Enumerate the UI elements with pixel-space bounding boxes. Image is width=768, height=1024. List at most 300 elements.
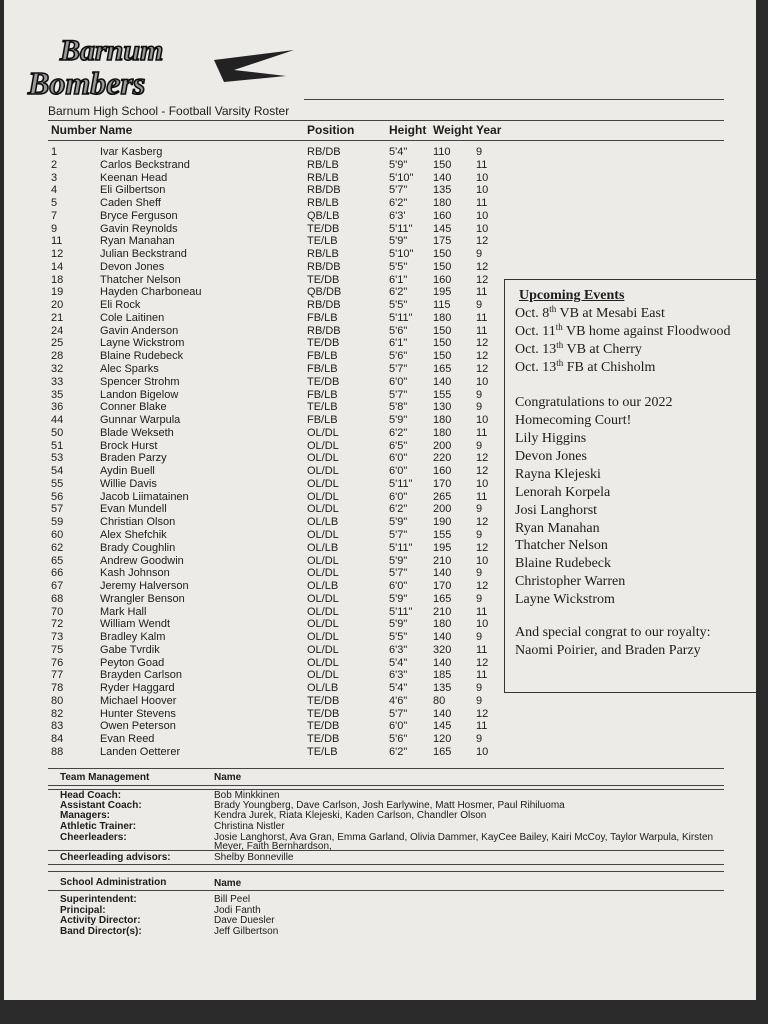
- player-weight: 145: [433, 222, 452, 235]
- admin-role: Band Director(s):: [60, 925, 142, 937]
- player-weight: 135: [433, 184, 452, 197]
- player-name: Jacob Liimatainen: [100, 490, 189, 503]
- header-number-name: Number Name: [51, 123, 133, 137]
- player-position: OL/DL: [307, 643, 339, 656]
- player-weight: 220: [433, 452, 452, 465]
- player-number: 12: [51, 248, 64, 261]
- player-height: 5'7": [389, 363, 408, 376]
- player-year: 12: [476, 235, 489, 248]
- player-number: 59: [51, 516, 64, 529]
- player-weight: 140: [433, 567, 452, 580]
- roster-row: [4, 184, 514, 197]
- player-position: OL/DL: [307, 503, 339, 516]
- event-text: th: [549, 304, 557, 314]
- player-weight: 180: [433, 311, 452, 324]
- player-position: RB/DB: [307, 324, 341, 337]
- player-height: 6'2": [389, 503, 408, 516]
- player-number: 54: [51, 465, 64, 478]
- admin-role: Activity Director:: [60, 915, 141, 926]
- player-number: 28: [51, 350, 64, 363]
- player-year: 10: [476, 222, 489, 235]
- player-position: TE/DB: [307, 733, 340, 746]
- staff-role: Managers:: [60, 810, 111, 821]
- player-number: 65: [51, 554, 64, 567]
- roster-row: [4, 312, 514, 325]
- player-number: 35: [51, 388, 64, 401]
- player-position: TE/DB: [307, 375, 340, 388]
- player-height: 5'10": [389, 171, 414, 184]
- roster-row: [4, 146, 514, 159]
- divider: [48, 864, 724, 865]
- roster-row: [4, 427, 514, 440]
- admin-name: Jeff Gilbertson: [214, 925, 279, 937]
- player-position: OL/DL: [307, 477, 339, 490]
- player-number: 25: [51, 337, 64, 350]
- player-height: 6'3": [389, 669, 408, 682]
- player-name: Caden Sheff: [100, 197, 161, 210]
- advisors-role: Cheerleading advisors:: [60, 852, 171, 863]
- player-year: 11: [476, 605, 488, 618]
- player-year: 10: [476, 184, 489, 197]
- player-position: OL/DL: [307, 426, 339, 439]
- admin-role: Principal:: [60, 904, 106, 916]
- roster-row: [4, 478, 514, 491]
- player-number: 83: [51, 720, 64, 733]
- player-name: Evan Mundell: [100, 503, 167, 516]
- player-weight: 145: [433, 720, 452, 733]
- player-number: 60: [51, 528, 64, 541]
- player-name: Andrew Goodwin: [100, 554, 184, 567]
- player-year: 9: [476, 682, 483, 695]
- roster-row: [4, 555, 514, 568]
- player-position: OL/DL: [307, 605, 339, 618]
- player-name: Eli Rock: [100, 299, 141, 312]
- player-number: 77: [51, 669, 64, 682]
- player-number: 67: [51, 580, 64, 593]
- roster-row: [4, 325, 514, 338]
- header-weight: Weight: [433, 123, 473, 137]
- player-name: Gavin Anderson: [100, 324, 179, 337]
- staff-names: Brady Youngberg, Dave Carlson, Josh Earlywine, Matt Hosmer, Paul Rihiluoma: [214, 800, 565, 811]
- player-weight: 180: [433, 426, 452, 439]
- player-height: 6'3": [389, 643, 408, 656]
- player-weight: 150: [433, 260, 452, 273]
- player-weight: 120: [433, 733, 452, 746]
- player-position: RB/DB: [307, 146, 341, 158]
- player-position: OL/DL: [307, 465, 339, 478]
- player-name: Gunnar Warpula: [100, 414, 181, 427]
- player-number: 18: [51, 273, 64, 286]
- player-number: 5: [51, 197, 58, 210]
- player-year: 12: [476, 260, 489, 273]
- player-position: TE/DB: [307, 707, 340, 720]
- player-number: 75: [51, 643, 64, 656]
- player-number: 82: [51, 707, 64, 720]
- event-item: [515, 306, 665, 322]
- divider: [48, 890, 724, 891]
- divider: [48, 789, 724, 790]
- player-height: 5'11": [389, 541, 413, 554]
- player-weight: 320: [433, 643, 452, 656]
- events-title: Upcoming Events: [519, 288, 625, 303]
- player-name: Kash Johnson: [100, 567, 170, 580]
- roster-row: [4, 235, 514, 248]
- player-height: 5'9": [389, 414, 408, 427]
- admin-name: Bill Peel: [214, 894, 251, 905]
- divider: [48, 120, 724, 121]
- player-year: 11: [476, 311, 488, 324]
- player-weight: 170: [433, 477, 452, 490]
- player-year: 11: [476, 720, 488, 733]
- divider: [48, 871, 724, 872]
- upcoming-events-box: [504, 279, 756, 693]
- player-height: 6'0": [389, 720, 408, 733]
- player-number: 50: [51, 426, 64, 439]
- player-position: OL/DL: [307, 452, 339, 465]
- player-name: Eli Gilbertson: [100, 184, 166, 197]
- roster-row: [4, 567, 514, 580]
- roster-row: [4, 606, 514, 619]
- player-height: 5'7": [389, 528, 408, 541]
- player-weight: 155: [433, 528, 452, 541]
- event-text: th: [556, 340, 564, 350]
- roster-row: [4, 644, 514, 657]
- roster-row: [4, 172, 514, 185]
- player-position: TE/DB: [307, 720, 340, 733]
- svg-text:Barnum: Barnum: [60, 34, 164, 67]
- player-height: 6'2": [389, 286, 408, 299]
- player-weight: 165: [433, 745, 452, 758]
- player-height: 6'2": [389, 197, 408, 210]
- roster-row: [4, 299, 514, 312]
- player-number: 73: [51, 631, 64, 644]
- event-item: [515, 342, 642, 358]
- player-weight: 165: [433, 592, 452, 605]
- event-text: FB at Chisholm: [563, 360, 656, 375]
- roster-row: [4, 210, 514, 223]
- roster-row: [4, 746, 514, 759]
- player-height: 5'11": [389, 605, 413, 618]
- player-height: 5'4": [389, 146, 408, 158]
- player-name: Keenan Head: [100, 171, 168, 184]
- player-name: Gabe Tvrdik: [100, 643, 160, 656]
- player-height: 5'5": [389, 631, 408, 644]
- player-weight: 195: [433, 541, 452, 554]
- roster-row: [4, 708, 514, 721]
- player-name: Landon Bigelow: [100, 388, 179, 401]
- player-height: 5'11": [389, 477, 413, 490]
- event-text: VB at Mesabi East: [556, 306, 665, 321]
- roster-row: [4, 414, 514, 427]
- player-weight: 110: [433, 146, 451, 158]
- player-number: 1: [51, 146, 58, 158]
- player-number: 66: [51, 567, 64, 580]
- player-number: 14: [51, 260, 64, 273]
- player-height: 5'6": [389, 350, 408, 363]
- roster-row: [4, 669, 514, 682]
- player-weight: 160: [433, 273, 452, 286]
- player-year: 10: [476, 554, 489, 567]
- admin-name: Jodi Fanth: [214, 904, 261, 916]
- player-height: 5'8": [389, 401, 408, 414]
- roster-row: [4, 261, 514, 274]
- player-number: 84: [51, 733, 64, 746]
- player-number: 19: [51, 286, 64, 299]
- event-text: Oct. 13: [515, 342, 557, 357]
- player-height: 5'11": [389, 311, 413, 324]
- event-text: th: [555, 322, 563, 332]
- royalty-line: And special congrat to our royalty:: [515, 625, 711, 640]
- player-position: FB/LB: [307, 414, 338, 427]
- player-year: 12: [476, 516, 489, 529]
- player-position: OL/LB: [307, 682, 339, 695]
- player-name: Julian Beckstrand: [100, 248, 187, 261]
- congrats-line: Homecoming Court!: [515, 413, 632, 428]
- player-weight: 200: [433, 503, 452, 516]
- player-height: 5'4": [389, 682, 408, 695]
- court-member: Thatcher Nelson: [515, 538, 608, 554]
- roster-row: [4, 657, 514, 670]
- player-position: OL/DL: [307, 528, 339, 541]
- player-name: Alec Sparks: [100, 363, 159, 376]
- player-year: 9: [476, 528, 483, 541]
- svg-text:Bombers: Bombers: [28, 65, 146, 101]
- staff-names: Kendra Jurek, Riata Klejeski, Kaden Carlson, Chandler Olson: [214, 810, 487, 821]
- player-year: 9: [476, 248, 483, 261]
- roster-subtitle: Barnum High School - Football Varsity Roster: [48, 104, 290, 118]
- player-height: 5'11": [389, 222, 413, 235]
- player-height: 5'9": [389, 592, 408, 605]
- player-name: Gavin Reynolds: [100, 222, 178, 235]
- player-weight: 200: [433, 439, 452, 452]
- player-name: Hunter Stevens: [100, 707, 176, 720]
- roster-row: [4, 465, 514, 478]
- player-position: OL/DL: [307, 554, 339, 567]
- player-weight: 185: [433, 669, 452, 682]
- player-number: 78: [51, 682, 64, 695]
- court-member: Layne Wickstrom: [515, 592, 615, 608]
- player-position: TE/DB: [307, 694, 340, 707]
- player-height: 5'5": [389, 299, 408, 312]
- player-year: 11: [476, 158, 488, 171]
- player-position: RB/LB: [307, 158, 339, 171]
- player-name: Aydin Buell: [100, 465, 155, 478]
- player-name: William Wendt: [100, 618, 171, 631]
- roster-row: [4, 337, 514, 350]
- player-name: Conner Blake: [100, 401, 167, 414]
- player-weight: 170: [433, 580, 452, 593]
- divider: [48, 850, 724, 851]
- player-number: 2: [51, 158, 58, 171]
- player-name: Bradley Kalm: [100, 631, 166, 644]
- player-height: 4'6": [389, 694, 408, 707]
- advisors-names: Shelby Bonneville: [214, 852, 294, 863]
- event-text: th: [556, 358, 564, 368]
- player-position: QB/LB: [307, 209, 340, 222]
- roster-row: [4, 580, 514, 593]
- player-height: 5'7": [389, 388, 408, 401]
- player-name: Michael Hoover: [100, 694, 177, 707]
- player-name: Cole Laitinen: [100, 311, 165, 324]
- player-year: 9: [476, 592, 483, 605]
- player-weight: 265: [433, 490, 452, 503]
- staff-names: Meyer, Faith Bernhardson,: [214, 841, 332, 852]
- player-height: 5'9": [389, 554, 408, 567]
- player-name: Mark Hall: [100, 605, 147, 618]
- player-year: 10: [476, 414, 489, 427]
- player-year: 9: [476, 567, 483, 580]
- roster-row: [4, 440, 514, 453]
- player-weight: 150: [433, 337, 452, 350]
- court-member: Ryan Manahan: [515, 520, 600, 536]
- player-weight: 150: [433, 158, 452, 171]
- roster-table: [4, 146, 514, 759]
- player-position: RB/DB: [307, 260, 341, 273]
- player-position: OL/LB: [307, 580, 339, 593]
- player-weight: 180: [433, 618, 452, 631]
- player-height: 6'0": [389, 465, 408, 478]
- event-text: VB at Cherry: [563, 342, 642, 357]
- congrats-line: Congratulations to our 2022: [515, 395, 673, 410]
- administration-name-header: Name: [214, 878, 242, 889]
- header-position: Position: [307, 123, 355, 137]
- player-name: Brayden Carlson: [100, 669, 182, 682]
- player-name: Spencer Strohm: [100, 375, 180, 388]
- player-number: 68: [51, 592, 64, 605]
- event-text: Oct. 8: [515, 306, 550, 321]
- player-year: 11: [476, 643, 488, 656]
- player-position: OL/DL: [307, 592, 339, 605]
- divider: [48, 768, 724, 769]
- event-text: VB home against Floodwood: [562, 324, 731, 339]
- player-height: 5'7": [389, 567, 408, 580]
- player-position: TE/LB: [307, 401, 338, 414]
- roster-row: [4, 350, 514, 363]
- player-year: 12: [476, 656, 489, 669]
- player-position: TE/DB: [307, 222, 340, 235]
- roster-row: [4, 376, 514, 389]
- player-height: 6'0": [389, 580, 408, 593]
- player-year: 10: [476, 745, 489, 758]
- player-weight: 130: [433, 401, 452, 414]
- player-height: 5'9": [389, 158, 408, 171]
- divider: [304, 99, 724, 100]
- player-number: 32: [51, 363, 64, 376]
- player-height: 6'2": [389, 426, 408, 439]
- player-year: 9: [476, 388, 483, 401]
- court-member: Josi Langhorst: [515, 502, 598, 518]
- player-name: Hayden Charboneau: [100, 286, 202, 299]
- roster-row: [4, 401, 514, 414]
- player-number: 4: [51, 184, 58, 197]
- player-weight: 135: [433, 682, 452, 695]
- player-number: 55: [51, 477, 64, 490]
- player-height: 5'4": [389, 656, 408, 669]
- player-position: OL/DL: [307, 567, 339, 580]
- player-weight: 150: [433, 324, 452, 337]
- player-year: 12: [476, 707, 489, 720]
- player-year: 11: [476, 426, 488, 439]
- player-number: 21: [51, 311, 64, 324]
- player-name: Blaine Rudebeck: [100, 350, 184, 363]
- roster-row: [4, 733, 514, 746]
- player-year: 12: [476, 541, 489, 554]
- management-header: Team Management: [60, 772, 150, 783]
- player-position: OL/DL: [307, 618, 339, 631]
- player-weight: 195: [433, 286, 452, 299]
- player-position: OL/DL: [307, 439, 339, 452]
- player-weight: 150: [433, 248, 452, 261]
- player-height: 5'5": [389, 260, 408, 273]
- player-year: 11: [476, 324, 488, 337]
- roster-row: [4, 197, 514, 210]
- roster-row: [4, 631, 514, 644]
- player-year: 11: [476, 490, 488, 503]
- event-item: [515, 360, 655, 376]
- player-name: Carlos Beckstrand: [100, 158, 190, 171]
- player-name: Wrangler Benson: [100, 592, 185, 605]
- player-number: 3: [51, 171, 58, 184]
- player-name: Ryan Manahan: [100, 235, 175, 248]
- player-number: 80: [51, 694, 64, 707]
- player-height: 5'6": [389, 324, 408, 337]
- player-year: 9: [476, 439, 483, 452]
- player-weight: 80: [433, 694, 446, 707]
- admin-name: Dave Duesler: [214, 915, 275, 926]
- player-height: 5'10": [389, 248, 414, 261]
- player-position: TE/DB: [307, 337, 340, 350]
- player-height: 5'9": [389, 516, 408, 529]
- roster-row: [4, 248, 514, 261]
- player-position: RB/LB: [307, 248, 339, 261]
- player-position: FB/LB: [307, 311, 338, 324]
- player-year: 10: [476, 477, 489, 490]
- player-height: 5'7": [389, 707, 408, 720]
- event-text: Oct. 11: [515, 324, 556, 339]
- roster-row: [4, 695, 514, 708]
- player-year: 9: [476, 299, 483, 312]
- player-name: Alex Shefchik: [100, 528, 167, 541]
- player-year: 10: [476, 209, 489, 222]
- player-name: Layne Wickstrom: [100, 337, 185, 350]
- admin-role: Superintendent:: [60, 894, 137, 905]
- header-height: Height: [389, 123, 427, 137]
- player-year: 10: [476, 375, 489, 388]
- roster-row: [4, 503, 514, 516]
- player-name: Christian Olson: [100, 516, 176, 529]
- player-name: Owen Peterson: [100, 720, 176, 733]
- court-member: Blaine Rudebeck: [515, 556, 612, 572]
- roster-row: [4, 529, 514, 542]
- player-number: 88: [51, 745, 64, 758]
- staff-role: Athletic Trainer:: [60, 821, 137, 832]
- event-text: Oct. 13: [515, 360, 557, 375]
- player-year: 10: [476, 171, 489, 184]
- player-number: 11: [51, 235, 63, 248]
- player-year: 9: [476, 694, 483, 707]
- player-year: 12: [476, 350, 489, 363]
- player-number: 7: [51, 209, 58, 222]
- player-name: Evan Reed: [100, 733, 155, 746]
- divider: [48, 140, 724, 141]
- roster-row: [4, 223, 514, 236]
- player-height: 6'1": [389, 273, 408, 286]
- player-year: 12: [476, 465, 489, 478]
- player-weight: 140: [433, 707, 452, 720]
- player-year: 12: [476, 337, 489, 350]
- player-year: 11: [476, 286, 488, 299]
- player-position: FB/LB: [307, 350, 338, 363]
